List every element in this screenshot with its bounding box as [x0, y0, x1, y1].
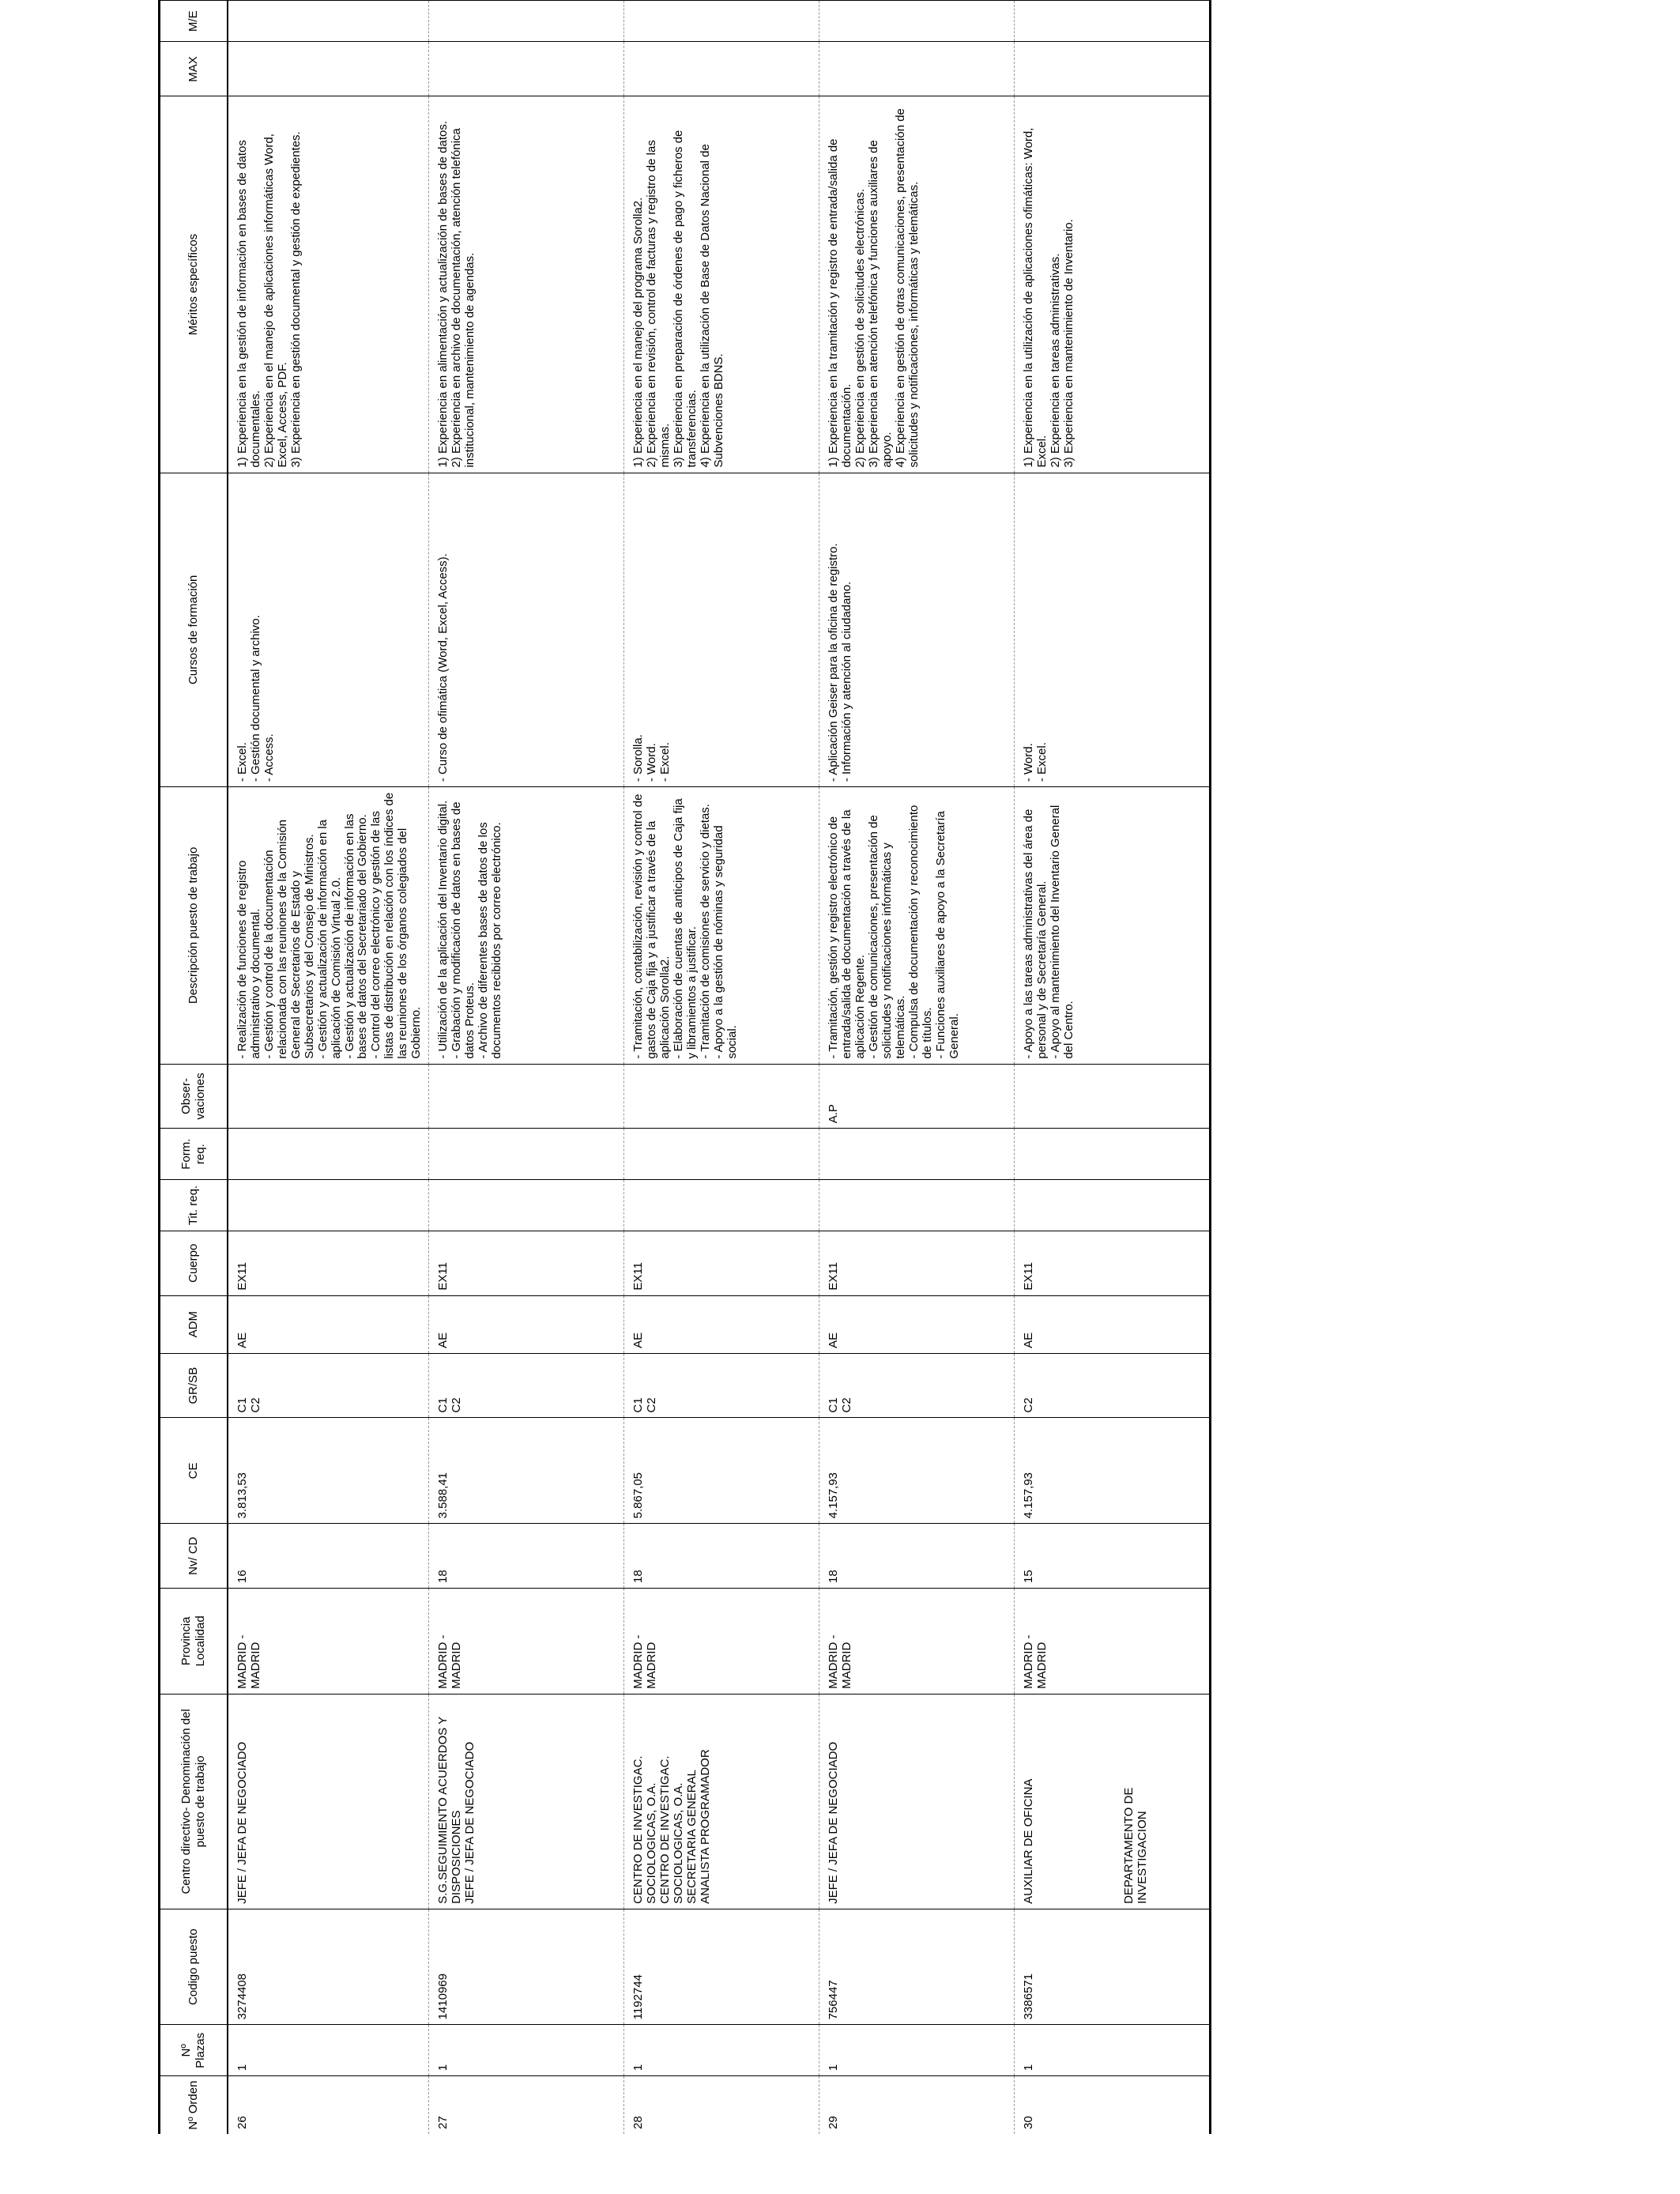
cell-adm: AE — [624, 1295, 819, 1353]
table-row — [624, 1, 819, 2135]
cell-meritos: 1) Experiencia en la gestión de información en bases de datos documentales. 2) Experiencia en el manejo de aplicaciones informáticas Word, Excel, Access, PDF. 3) Experiencia en gestión documental y gestión de expedientes. — [228, 96, 429, 473]
cell-centro — [819, 1694, 1015, 1909]
puesto-title: JEFE / JEFA DE NEGOCIADO — [827, 1741, 841, 1904]
cell-centro — [624, 1694, 819, 1909]
col-descripcion: Descripción puesto de trabajo — [160, 787, 228, 1065]
cell-max — [624, 42, 819, 96]
cell-descripcion: - Apoyo a las tareas administrativas del área de personal y de Secretaría General. - Apoyo al mantenimiento del Inventario General del Centro. — [1015, 787, 1211, 1065]
cell-nivel: 15 — [1015, 1524, 1211, 1589]
table-row — [1015, 1, 1211, 2135]
cell-plazas: 1 — [429, 2025, 624, 2076]
cell-form — [624, 1129, 819, 1180]
cell-cuerpo: EX11 — [228, 1231, 429, 1295]
cell-codigo: 756447 — [819, 1909, 1015, 2024]
centro-header: S.G.SEGUIMIENTO ACUERDOS Y DISPOSICIONES — [436, 1717, 464, 1904]
cell-orden: 30 — [1015, 2076, 1211, 2134]
cell-meritos: 1) Experiencia en el manejo del programa Sorolla2. 2) Experiencia en revisión, control de facturas y registro de las mismas. 3) Experiencia en preparación de órdenes de pago y ficheros de transferencias. 4) Experiencia en la utilización de Base de Datos Nacional de Subvenciones BDNS. — [624, 96, 819, 473]
cell-cursos: - Excel. - Gestión documental y archivo. - Access. — [228, 473, 429, 787]
cell-grsb: C1 C2 — [819, 1353, 1015, 1418]
cell-adm: AE — [429, 1295, 624, 1353]
cell-provincia: MADRID - MADRID — [624, 1588, 819, 1694]
cell-form — [1015, 1129, 1211, 1180]
cell-cuerpo: EX11 — [1015, 1231, 1211, 1295]
col-ce: CE — [160, 1418, 228, 1524]
cell-tit — [228, 1180, 429, 1231]
cell-meritos: 1) Experiencia en la tramitación y registro de entrada/salida de documentación. 2) Experiencia en gestión de solicitudes electrónicas. 3) Experiencia en atención telefónica y funciones auxiliares de apoyo. 4) Experiencia en gestión de otras comunicaciones, presentación de solicitudes y notificaciones, informáticas y telemáticas. — [819, 96, 1015, 473]
cell-centro — [228, 1694, 429, 1909]
cell-me — [429, 1, 624, 42]
cell-meritos: 1) Experiencia en alimentación y actualización de bases de datos. 2) Experiencia en archivo de documentación, atención telefónica institucional, mantenimiento de agendas. — [429, 96, 624, 473]
cell-obs: A.P — [819, 1064, 1015, 1129]
header-row — [160, 1, 228, 2135]
col-me: M/E — [160, 1, 228, 42]
cell-obs — [624, 1064, 819, 1129]
cell-max — [228, 42, 429, 96]
cell-me — [819, 1, 1015, 42]
cell-obs — [429, 1064, 624, 1129]
cell-me — [1015, 1, 1211, 42]
cell-cursos: - Aplicación Geiser para la oficina de registro. - Información y atención al ciudadano. — [819, 473, 1015, 787]
cell-adm: AE — [228, 1295, 429, 1353]
cell-ce: 5.867,05 — [624, 1418, 819, 1524]
centro-footer: DEPARTAMENTO DE INVESTIGACION — [1122, 1787, 1149, 1904]
col-nivel: Nv/ CD — [160, 1524, 228, 1589]
table-row — [429, 1, 624, 2135]
cell-me — [228, 1, 429, 42]
col-form: Form. req. — [160, 1129, 228, 1180]
cell-cuerpo: EX11 — [819, 1231, 1015, 1295]
centro-header: CENTRO DE INVESTIGAC. SOCIOLOGICAS, O.A. CENTRO DE INVESTIGAC. SOCIOLOGICAS, O.A. SECRETARIA GENERAL — [631, 1755, 699, 1904]
cell-codigo: 3274408 — [228, 1909, 429, 2024]
cell-plazas: 1 — [624, 2025, 819, 2076]
cell-grsb: C1 C2 — [624, 1353, 819, 1418]
cell-adm: AE — [819, 1295, 1015, 1353]
cell-orden: 28 — [624, 2076, 819, 2134]
cell-descripcion: - Tramitación, gestión y registro electrónico de entrada/salida de documentación a través de la aplicación Regente. - Gestión de comunicaciones, presentación de solicitudes y notificaciones informáticas y telemáticas. - Compulsa de documentación y reconocimiento de títulos. - Funciones auxiliares de apoyo a la Secretaría General. — [819, 787, 1015, 1065]
col-adm: ADM — [160, 1295, 228, 1353]
cell-plazas: 1 — [1015, 2025, 1211, 2076]
cell-provincia: MADRID - MADRID — [429, 1588, 624, 1694]
cell-form — [228, 1129, 429, 1180]
col-codigo: Codigo puesto — [160, 1909, 228, 2024]
cell-tit — [624, 1180, 819, 1231]
cell-codigo: 1410969 — [429, 1909, 624, 2024]
cell-max — [429, 42, 624, 96]
cell-orden: 29 — [819, 2076, 1015, 2134]
col-provincia: Provincia Localidad — [160, 1588, 228, 1694]
cell-obs — [228, 1064, 429, 1129]
cell-provincia: MADRID - MADRID — [1015, 1588, 1211, 1694]
cell-descripcion: - Tramitación, contabilización, revisión y control de gastos de Caja fija y a justificar a través de la aplicación Sorolla2. - Elaboración de cuentas de anticipos de Caja fija y libramientos a justificar. - Tramitación de comisiones de servicio y dietas. - Apoyo a la gestión de nóminas y seguridad social. — [624, 787, 819, 1065]
cell-grsb: C1 C2 — [228, 1353, 429, 1418]
cell-cursos: - Curso de ofimática (Word, Excel, Access). — [429, 473, 624, 787]
cell-ce: 3.588,41 — [429, 1418, 624, 1524]
col-obs: Obser- vaciones — [160, 1064, 228, 1129]
col-max: MAX — [160, 42, 228, 96]
cell-tit — [1015, 1180, 1211, 1231]
cell-grsb: C2 — [1015, 1353, 1211, 1418]
cell-centro — [1015, 1694, 1211, 1909]
cell-descripcion: - Realización de funciones de registro administrativo y documental. - Gestión y control de la documentación relacionada con las reuniones de la Comisión General de Secretarios de Estado y Subsecretarios y del Consejo de Ministros. - Gestión y actualización de información en la aplicación de Comisión Virtual 2.0. - Gestión y actualización de información en las bases de datos del Secretariado del Gobierno. - Control del correo electrónico y gestión de las listas de distribución en relación con los índices de las reuniones de los órganos colegiados del Gobierno. — [228, 787, 429, 1065]
cell-provincia: MADRID - MADRID — [819, 1588, 1015, 1694]
col-centro: Centro directivo- Denominación del puesto de trabajo — [160, 1694, 228, 1909]
cell-codigo: 3386571 — [1015, 1909, 1211, 2024]
table-row — [819, 1, 1015, 2135]
col-cursos: Cursos de formación — [160, 473, 228, 787]
cell-cursos: - Sorolla. - Word. - Excel. — [624, 473, 819, 787]
cell-form — [429, 1129, 624, 1180]
cell-form — [819, 1129, 1015, 1180]
puesto-title: JEFE / JEFA DE NEGOCIADO — [463, 1741, 477, 1904]
positions-table — [158, 0, 1211, 2134]
rotated-page — [158, 0, 1596, 2134]
cell-cursos: - Word. - Excel. — [1015, 473, 1211, 787]
cell-orden: 26 — [228, 2076, 429, 2134]
cell-tit — [429, 1180, 624, 1231]
cell-provincia: MADRID - MADRID — [228, 1588, 429, 1694]
cell-nivel: 18 — [429, 1524, 624, 1589]
puesto-title: JEFE / JEFA DE NEGOCIADO — [235, 1741, 249, 1904]
cell-max — [819, 42, 1015, 96]
puesto-title: AUXILIAR DE OFICINA — [1022, 1778, 1036, 1904]
cell-orden: 27 — [429, 2076, 624, 2134]
cell-max — [1015, 42, 1211, 96]
cell-meritos: 1) Experiencia en la utilización de aplicaciones ofimáticas: Word, Excel. 2) Experiencia en tareas administrativas. 3) Experiencia en mantenimiento de Inventario. — [1015, 96, 1211, 473]
cell-grsb: C1 C2 — [429, 1353, 624, 1418]
cell-ce: 4.157,93 — [819, 1418, 1015, 1524]
cell-me — [624, 1, 819, 42]
cell-nivel: 18 — [624, 1524, 819, 1589]
cell-ce: 3.813,53 — [228, 1418, 429, 1524]
cell-adm: AE — [1015, 1295, 1211, 1353]
col-plazas: Nº Plazas — [160, 2025, 228, 2076]
table-row — [228, 1, 429, 2135]
col-grsb: GR/SB — [160, 1353, 228, 1418]
cell-ce: 4.157,93 — [1015, 1418, 1211, 1524]
cell-centro — [429, 1694, 624, 1909]
cell-plazas: 1 — [228, 2025, 429, 2076]
cell-codigo: 1192744 — [624, 1909, 819, 2024]
puesto-title: ANALISTA PROGRAMADOR — [698, 1749, 712, 1904]
col-cuerpo: Cuerpo — [160, 1231, 228, 1295]
cell-nivel: 16 — [228, 1524, 429, 1589]
cell-nivel: 18 — [819, 1524, 1015, 1589]
col-tit: Tit. req. — [160, 1180, 228, 1231]
cell-cuerpo: EX11 — [624, 1231, 819, 1295]
cell-descripcion: - Utilización de la aplicación del Inventario digital. - Grabación y modificación de datos en bases de datos Proteus. - Archivo de diferentes bases de datos de los documentos recibidos por correo electrónico. — [429, 787, 624, 1065]
cell-cuerpo: EX11 — [429, 1231, 624, 1295]
col-orden: Nº Orden — [160, 2076, 228, 2134]
col-meritos: Méritos específicos — [160, 96, 228, 473]
cell-obs — [1015, 1064, 1211, 1129]
cell-plazas: 1 — [819, 2025, 1015, 2076]
cell-tit — [819, 1180, 1015, 1231]
